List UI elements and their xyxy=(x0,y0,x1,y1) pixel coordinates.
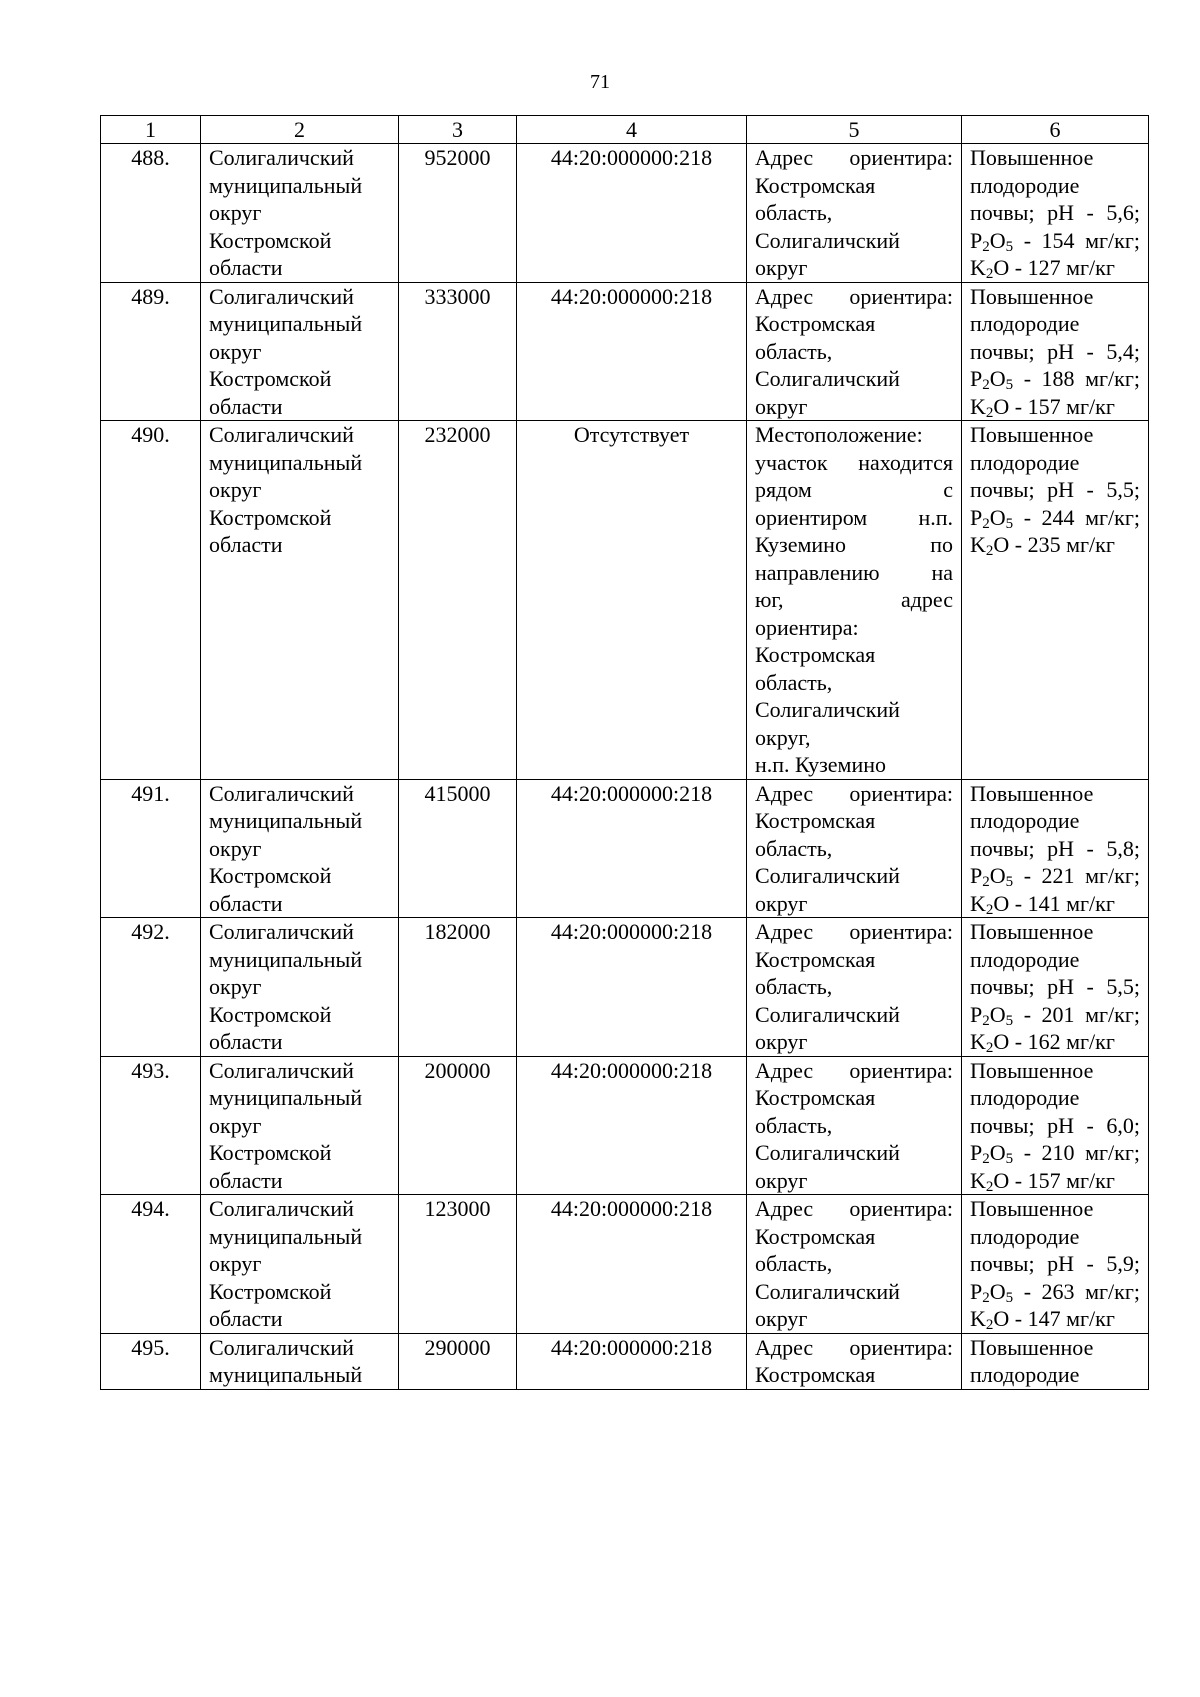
area-cell xyxy=(399,144,517,283)
address-line: область, xyxy=(755,1251,833,1276)
address-line: Костромская xyxy=(755,1223,876,1249)
land-plots-table xyxy=(100,115,1149,1390)
area-cell xyxy=(399,1195,517,1334)
district-line: округ xyxy=(209,1112,262,1138)
area-cell xyxy=(399,421,517,780)
cadastral-number: 44:20:000000:218 xyxy=(550,919,713,944)
fertility-cell xyxy=(962,282,1149,421)
address-line: Адрес ориентира: xyxy=(755,1196,953,1221)
district-cell xyxy=(201,1333,399,1389)
address-line: участок находится xyxy=(755,449,953,475)
area-cell xyxy=(399,918,517,1057)
fertility-intro: Повышенное плодородие почвы; pH - 5,6; xyxy=(970,145,1140,225)
phosphorus-value: - 263 мг/кг; xyxy=(1013,1278,1140,1304)
column-header: 2 xyxy=(201,116,399,144)
address-line: Костромская xyxy=(755,172,876,198)
address-line: Куземино по xyxy=(755,532,953,557)
subscript: 2 xyxy=(982,1151,990,1167)
subscript: 5 xyxy=(1005,1012,1014,1029)
district-line: округ xyxy=(209,338,262,364)
fertility-cell xyxy=(962,144,1149,283)
potassium-value: O - 127 мг/кг xyxy=(993,255,1115,280)
district-line: муниципальный xyxy=(209,172,363,198)
address-line: юг, адрес xyxy=(755,587,953,612)
district-line: области xyxy=(209,1306,283,1331)
row-number-cell xyxy=(101,421,201,780)
fertility-cell xyxy=(962,1056,1149,1195)
column-header: 4 xyxy=(517,116,747,144)
district-line: области xyxy=(209,1167,283,1193)
table-row xyxy=(101,779,1149,918)
fertility-cell xyxy=(962,779,1149,918)
fertility-text xyxy=(970,144,1140,282)
district-cell xyxy=(201,282,399,421)
subscript: 2 xyxy=(982,515,990,532)
row-number-cell xyxy=(101,282,201,421)
subscript: 5 xyxy=(1005,377,1014,393)
fertility-intro: Повышенное плодородие почвы; pH - 5,5; xyxy=(970,919,1140,999)
address-line: н.п. Куземино xyxy=(755,752,886,777)
cadastral-cell xyxy=(517,421,747,780)
address-line: Адрес ориентира: xyxy=(755,1057,953,1083)
subscript: 5 xyxy=(1005,515,1014,532)
row-number: 491. xyxy=(131,780,170,806)
cadastral-cell xyxy=(517,144,747,283)
fertility-intro: Повышенное плодородие почвы; pH - 5,9; xyxy=(970,1196,1140,1276)
address-cell xyxy=(747,282,962,421)
fertility-line: плодородие xyxy=(970,1362,1080,1387)
district-line: Костромской xyxy=(209,1278,332,1304)
potassium-value: O - 147 мг/кг xyxy=(993,1306,1115,1331)
address-line: Костромская xyxy=(755,1085,876,1110)
cadastral-cell xyxy=(517,282,747,421)
district-line: Костромской xyxy=(209,1140,332,1165)
subscript: 5 xyxy=(1005,1289,1014,1306)
phosphorus-label: P xyxy=(970,1001,983,1027)
potassium-label: K xyxy=(970,255,986,280)
area-cell xyxy=(399,282,517,421)
subscript: 5 xyxy=(1005,1151,1014,1167)
address-line: округ xyxy=(755,1306,808,1331)
address-cell xyxy=(747,421,962,780)
cadastral-cell xyxy=(517,779,747,918)
column-header: 5 xyxy=(747,116,962,144)
district-line: Костромской xyxy=(209,227,332,253)
district-cell xyxy=(201,1195,399,1334)
potassium-label: K xyxy=(970,1167,986,1193)
district-line: муниципальный xyxy=(209,1362,363,1387)
row-number: 495. xyxy=(131,1334,170,1360)
phosphorus-label: P xyxy=(970,504,983,530)
address-line: Адрес ориентира: xyxy=(755,780,953,806)
area-value: 952000 xyxy=(424,145,491,170)
district-cell xyxy=(201,1056,399,1195)
subscript: 2 xyxy=(982,238,990,255)
address-line: область, xyxy=(755,1112,833,1138)
address-line: Солигаличский xyxy=(755,697,900,722)
fertility-text xyxy=(970,1057,1140,1195)
row-number: 488. xyxy=(131,145,170,170)
address-line: Солигаличский xyxy=(755,863,900,888)
district-line: области xyxy=(209,890,283,916)
address-line: область, xyxy=(755,669,833,695)
district-line: Солигаличский xyxy=(209,1334,354,1360)
address-line: Костромская xyxy=(755,946,876,972)
district-line: Солигаличский xyxy=(209,283,354,309)
fertility-intro: Повышенное плодородие почвы; pH - 5,4; xyxy=(970,283,1140,364)
subscript: 2 xyxy=(985,543,994,559)
district-line: Костромской xyxy=(209,1001,332,1027)
area-cell xyxy=(399,1333,517,1389)
area-cell xyxy=(399,779,517,918)
district-line: Костромской xyxy=(209,504,332,530)
area-value: 415000 xyxy=(424,780,491,806)
column-header: 6 xyxy=(962,116,1149,144)
address-line: округ, xyxy=(755,724,811,750)
phosphorus-value: - 244 мг/кг; xyxy=(1013,504,1140,530)
district-line: Костромской xyxy=(209,366,332,391)
district-cell xyxy=(201,779,399,918)
address-line: область, xyxy=(755,835,833,861)
oxygen-label: O xyxy=(989,227,1006,253)
address-line: область, xyxy=(755,338,833,364)
district-line: области xyxy=(209,532,283,557)
table-row xyxy=(101,1195,1149,1334)
district-line: Костромской xyxy=(209,863,332,888)
district-line: округ xyxy=(209,974,262,999)
district-line: Солигаличский xyxy=(209,1057,354,1083)
district-line: муниципальный xyxy=(209,808,363,833)
cadastral-number: 44:20:000000:218 xyxy=(550,780,713,806)
address-line: Солигаличский xyxy=(755,227,900,253)
column-header: 3 xyxy=(399,116,517,144)
fertility-text xyxy=(970,283,1140,421)
area-cell xyxy=(399,1056,517,1195)
phosphorus-label: P xyxy=(970,227,983,253)
oxygen-label: O xyxy=(989,366,1006,391)
row-number-cell xyxy=(101,1195,201,1334)
address-line: Солигаличский xyxy=(755,366,900,391)
cadastral-number: 44:20:000000:218 xyxy=(550,145,713,170)
phosphorus-label: P xyxy=(970,1140,983,1165)
row-number-cell xyxy=(101,779,201,918)
area-value: 200000 xyxy=(424,1057,491,1083)
address-cell xyxy=(747,918,962,1057)
district-line: муниципальный xyxy=(209,1085,363,1110)
address-line: ориентиром н.п. xyxy=(755,504,953,530)
row-number: 490. xyxy=(131,422,170,447)
oxygen-label: O xyxy=(989,1278,1006,1304)
district-cell xyxy=(201,144,399,283)
district-line: округ xyxy=(209,835,262,861)
fertility-text xyxy=(970,1195,1140,1333)
table-row xyxy=(101,918,1149,1057)
table-row xyxy=(101,1333,1149,1389)
address-line: округ xyxy=(755,890,808,916)
potassium-label: K xyxy=(970,532,986,557)
phosphorus-label: P xyxy=(970,366,983,391)
area-value: 182000 xyxy=(424,919,491,944)
district-line: муниципальный xyxy=(209,946,363,972)
fertility-cell xyxy=(962,1333,1149,1389)
fertility-intro: Повышенное плодородие почвы; pH - 6,0; xyxy=(970,1057,1140,1138)
fertility-text xyxy=(970,421,1140,559)
district-line: Солигаличский xyxy=(209,145,354,170)
district-line: Солигаличский xyxy=(209,919,354,944)
column-number-header-row xyxy=(101,116,1149,144)
address-cell xyxy=(747,1195,962,1334)
potassium-label: K xyxy=(970,890,986,916)
district-line: Солигаличский xyxy=(209,1196,354,1221)
phosphorus-value: - 154 мг/кг; xyxy=(1013,227,1140,253)
address-line: Адрес ориентира: xyxy=(755,145,953,170)
potassium-label: K xyxy=(970,1029,986,1054)
subscript: 2 xyxy=(985,266,994,282)
fertility-cell xyxy=(962,918,1149,1057)
fertility-line: Повышенное xyxy=(970,1334,1094,1360)
cadastral-cell xyxy=(517,1056,747,1195)
address-line: Адрес ориентира: xyxy=(755,919,953,944)
district-line: Солигаличский xyxy=(209,422,354,447)
address-line: округ xyxy=(755,255,808,280)
cadastral-cell xyxy=(517,1333,747,1389)
district-line: муниципальный xyxy=(209,449,363,475)
potassium-value: O - 141 мг/кг xyxy=(993,890,1115,916)
phosphorus-value: - 221 мг/кг; xyxy=(1013,863,1140,888)
address-line: область, xyxy=(755,200,833,225)
row-number: 494. xyxy=(131,1196,170,1221)
subscript: 5 xyxy=(1005,874,1014,890)
fertility-text xyxy=(970,918,1140,1056)
table-row xyxy=(101,282,1149,421)
address-line: Адрес ориентира: xyxy=(755,1334,953,1360)
area-value: 290000 xyxy=(424,1334,491,1360)
oxygen-label: O xyxy=(989,1140,1006,1165)
address-line: направлению на xyxy=(755,559,953,585)
district-line: области xyxy=(209,1029,283,1054)
area-value: 333000 xyxy=(424,283,491,309)
phosphorus-value: - 188 мг/кг; xyxy=(1013,366,1140,391)
address-cell xyxy=(747,1333,962,1389)
address-line: Костромская xyxy=(755,311,876,336)
address-line: область, xyxy=(755,974,833,999)
fertility-text xyxy=(970,780,1140,918)
cadastral-cell xyxy=(517,918,747,1057)
fertility-intro: Повышенное плодородие почвы; pH - 5,5; xyxy=(970,422,1140,502)
row-number-cell xyxy=(101,1333,201,1389)
subscript: 2 xyxy=(982,377,990,393)
potassium-label: K xyxy=(970,1306,986,1331)
cadastral-number: 44:20:000000:218 xyxy=(550,283,713,309)
district-line: округ xyxy=(209,477,262,502)
oxygen-label: O xyxy=(989,863,1006,888)
district-line: области xyxy=(209,393,283,419)
fertility-intro: Повышенное плодородие почвы; pH - 5,8; xyxy=(970,780,1140,861)
district-line: муниципальный xyxy=(209,1223,363,1249)
address-line: Солигаличский xyxy=(755,1140,900,1165)
district-cell xyxy=(201,918,399,1057)
address-line: Местоположение: xyxy=(755,422,923,447)
subscript: 2 xyxy=(985,1178,994,1195)
address-line: Костромская xyxy=(755,642,876,667)
district-line: муниципальный xyxy=(209,311,363,336)
cadastral-number: Отсутствует xyxy=(573,422,690,447)
row-number: 489. xyxy=(131,283,170,309)
address-line: округ xyxy=(755,1029,808,1054)
potassium-label: K xyxy=(970,393,986,419)
cadastral-number: 44:20:000000:218 xyxy=(550,1057,713,1083)
subscript: 2 xyxy=(985,404,994,421)
subscript: 2 xyxy=(985,1040,994,1056)
potassium-value: O - 235 мг/кг xyxy=(993,532,1115,557)
column-header: 1 xyxy=(101,116,201,144)
row-number: 493. xyxy=(131,1057,170,1083)
address-line: Солигаличский xyxy=(755,1001,900,1027)
cadastral-cell xyxy=(517,1195,747,1334)
address-cell xyxy=(747,144,962,283)
page-number: 71 xyxy=(590,71,610,93)
subscript: 2 xyxy=(982,1289,990,1306)
potassium-value: O - 157 мг/кг xyxy=(993,1167,1115,1193)
fertility-cell xyxy=(962,1195,1149,1334)
subscript: 2 xyxy=(982,1012,990,1029)
row-number-cell xyxy=(101,144,201,283)
subscript: 5 xyxy=(1005,238,1014,255)
district-cell xyxy=(201,421,399,780)
row-number-cell xyxy=(101,1056,201,1195)
area-value: 232000 xyxy=(424,422,491,447)
table-row xyxy=(101,421,1149,780)
subscript: 2 xyxy=(982,874,990,890)
address-line: Солигаличский xyxy=(755,1278,900,1304)
area-value: 123000 xyxy=(424,1196,491,1221)
oxygen-label: O xyxy=(989,1001,1006,1027)
address-line: округ xyxy=(755,393,808,419)
address-line: округ xyxy=(755,1167,808,1193)
district-line: области xyxy=(209,255,283,280)
address-line: Костромская xyxy=(755,808,876,833)
address-cell xyxy=(747,1056,962,1195)
oxygen-label: O xyxy=(989,504,1006,530)
address-cell xyxy=(747,779,962,918)
subscript: 2 xyxy=(985,901,994,918)
cadastral-number: 44:20:000000:218 xyxy=(550,1334,713,1360)
address-line: ориентира: xyxy=(755,614,859,640)
potassium-value: O - 162 мг/кг xyxy=(993,1029,1115,1054)
district-line: Солигаличский xyxy=(209,780,354,806)
phosphorus-label: P xyxy=(970,863,983,888)
cadastral-number: 44:20:000000:218 xyxy=(550,1196,713,1221)
district-line: округ xyxy=(209,200,262,225)
row-number: 492. xyxy=(131,919,170,944)
row-number-cell xyxy=(101,918,201,1057)
table-row xyxy=(101,144,1149,283)
district-line: округ xyxy=(209,1251,262,1276)
phosphorus-label: P xyxy=(970,1278,983,1304)
table-row xyxy=(101,1056,1149,1195)
address-line: Костромская xyxy=(755,1362,876,1387)
subscript: 2 xyxy=(985,1317,994,1333)
potassium-value: O - 157 мг/кг xyxy=(993,393,1115,419)
phosphorus-value: - 210 мг/кг; xyxy=(1013,1140,1140,1165)
address-line: рядом с xyxy=(755,477,953,502)
address-line: Адрес ориентира: xyxy=(755,283,953,309)
phosphorus-value: - 201 мг/кг; xyxy=(1013,1001,1140,1027)
fertility-cell xyxy=(962,421,1149,780)
